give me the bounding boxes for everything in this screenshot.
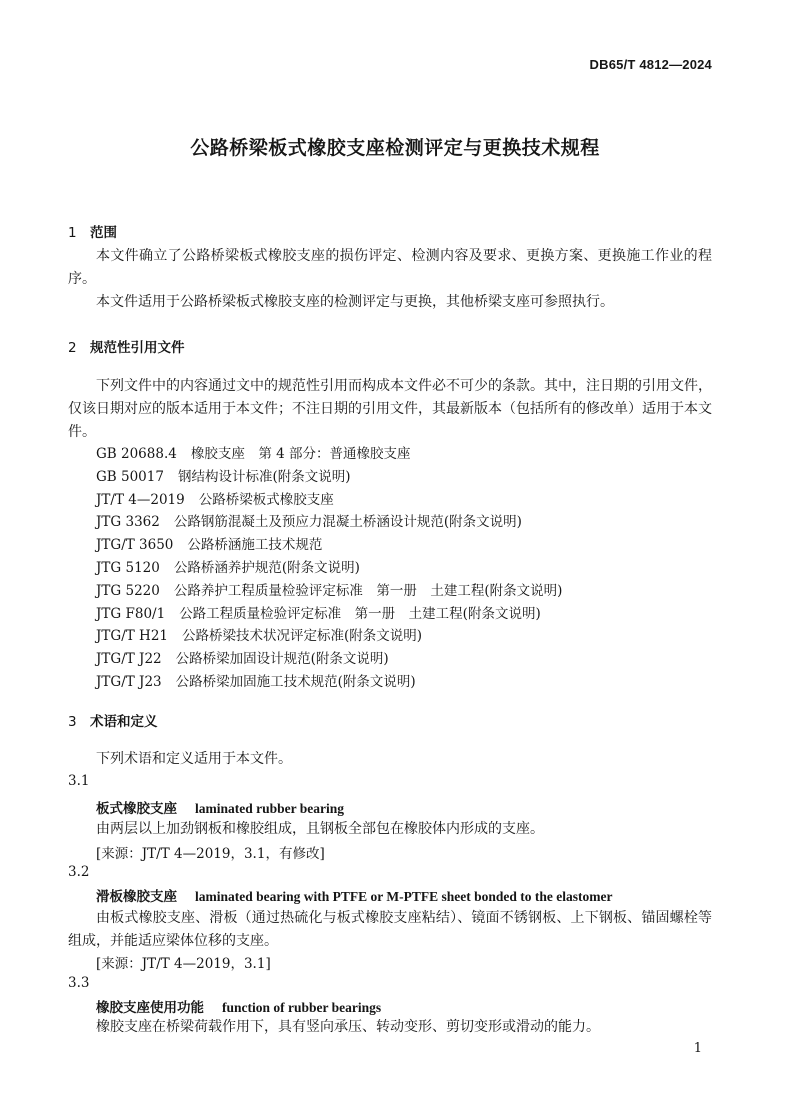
reference-item (96, 443, 562, 466)
reference-code: JTG/T H21 (96, 628, 168, 645)
reference-item (96, 557, 562, 580)
reference-list (96, 443, 562, 694)
reference-title: 公路桥涵养护规范(附条文说明) (173, 559, 360, 576)
reference-code: JT/T 4—2019 (96, 491, 185, 508)
term-english: function of rubber bearings (222, 1000, 382, 1015)
reference-title: 公路钢筋混凝土及预应力混凝土桥涵设计规范(附条文说明) (173, 514, 522, 531)
reference-code: JTG 5220 (96, 582, 160, 599)
reference-title: 公路工程质量检验评定标准 第一册 土建工程(附条文说明) (179, 605, 541, 622)
reference-title: 公路养护工程质量检验评定标准 第一册 土建工程(附条文说明) (173, 582, 563, 599)
section-title: 规范性引用文件 (90, 340, 185, 356)
reference-item (96, 534, 562, 557)
standard-number: DB65/T 4812—2024 (589, 57, 712, 72)
section-3-heading (68, 710, 158, 730)
reference-item (96, 671, 562, 694)
document-title: 公路桥梁板式橡胶支座检测评定与更换技术规程 (190, 137, 600, 159)
reference-title: 公路桥梁板式橡胶支座 (198, 491, 334, 508)
term-definition: 由板式橡胶支座、滑板（通过热硫化与板式橡胶支座粘结）、镜面不锈钢板、上下钢板、锚固螺栓等组成，并能适应梁体位移的支座。 (68, 910, 712, 949)
term-chinese: 板式橡胶支座 (96, 801, 177, 817)
term-heading (96, 885, 612, 905)
reference-item (96, 580, 562, 603)
terms-intro: 下列术语和定义适用于本文件。 (96, 751, 292, 767)
reference-code: GB 20688.4 (96, 446, 177, 462)
term-source: [来源：JT/T 4—2019，3.1，有修改] (96, 846, 325, 862)
term-english: laminated rubber bearing (195, 801, 345, 816)
term-number: 3.3 (68, 975, 90, 991)
section-title: 范围 (90, 225, 117, 241)
reference-item (96, 511, 562, 534)
reference-item (96, 489, 562, 512)
reference-title: 钢结构设计标准(附条文说明) (177, 468, 351, 485)
term-chinese: 橡胶支座使用功能 (96, 1000, 204, 1016)
reference-title: 公路桥涵施工技术规范 (187, 537, 323, 554)
section-number: 2 (68, 340, 77, 356)
term-number: 3.1 (68, 773, 90, 789)
section-title: 术语和定义 (90, 714, 158, 730)
reference-code: JTG 5120 (96, 559, 160, 576)
reference-item (96, 625, 562, 648)
scope-paragraph-1: 本文件确立了公路桥梁板式橡胶支座的损伤评定、检测内容及要求、更换方案、更换施工作业的程序。 (68, 248, 712, 287)
reference-code: JTG/T J23 (96, 673, 162, 690)
term-definition: 橡胶支座在桥梁荷载作用下，具有竖向承压、转动变形、剪切变形或滑动的能力。 (96, 1019, 600, 1035)
reference-item (96, 648, 562, 671)
reference-item (96, 466, 562, 489)
reference-title: 公路桥梁加固施工技术规范(附条文说明) (175, 673, 416, 690)
references-intro: 下列文件中的内容通过文中的规范性引用而构成本文件必不可少的条款。其中，注日期的引用文件，仅该日期对应的版本适用于本文件；不注日期的引用文件，其最新版本（包括所有的修改单）适用于本文件。 (68, 378, 712, 440)
section-1-heading (68, 221, 117, 241)
term-definition: 由两层以上加劲钢板和橡胶组成，且钢板全部包在橡胶体内形成的支座。 (96, 821, 544, 837)
section-number: 3 (68, 714, 77, 730)
reference-code: JTG F80/1 (96, 605, 166, 622)
reference-title: 公路桥梁技术状况评定标准(附条文说明) (182, 628, 423, 645)
term-source: [来源：JT/T 4—2019，3.1] (96, 956, 271, 972)
reference-item (96, 603, 562, 626)
reference-title: 橡胶支座 第 4 部分：普通橡胶支座 (190, 446, 411, 462)
term-chinese: 滑板橡胶支座 (96, 889, 177, 905)
section-2-heading (68, 336, 185, 356)
reference-code: GB 50017 (96, 468, 164, 485)
reference-title: 公路桥梁加固设计规范(附条文说明) (175, 651, 389, 668)
scope-paragraph-2: 本文件适用于公路桥梁板式橡胶支座的检测评定与更换，其他桥梁支座可参照执行。 (96, 294, 614, 310)
term-heading (96, 797, 344, 817)
reference-code: JTG 3362 (96, 514, 160, 531)
term-number: 3.2 (68, 864, 90, 880)
term-english: laminated bearing with PTFE or M-PTFE sheet bonded to the elastomer (195, 889, 613, 904)
reference-code: JTG/T J22 (96, 651, 162, 668)
term-heading (96, 996, 381, 1016)
section-number: 1 (68, 225, 77, 241)
reference-code: JTG/T 3650 (96, 537, 174, 554)
page-number: 1 (693, 1041, 702, 1056)
